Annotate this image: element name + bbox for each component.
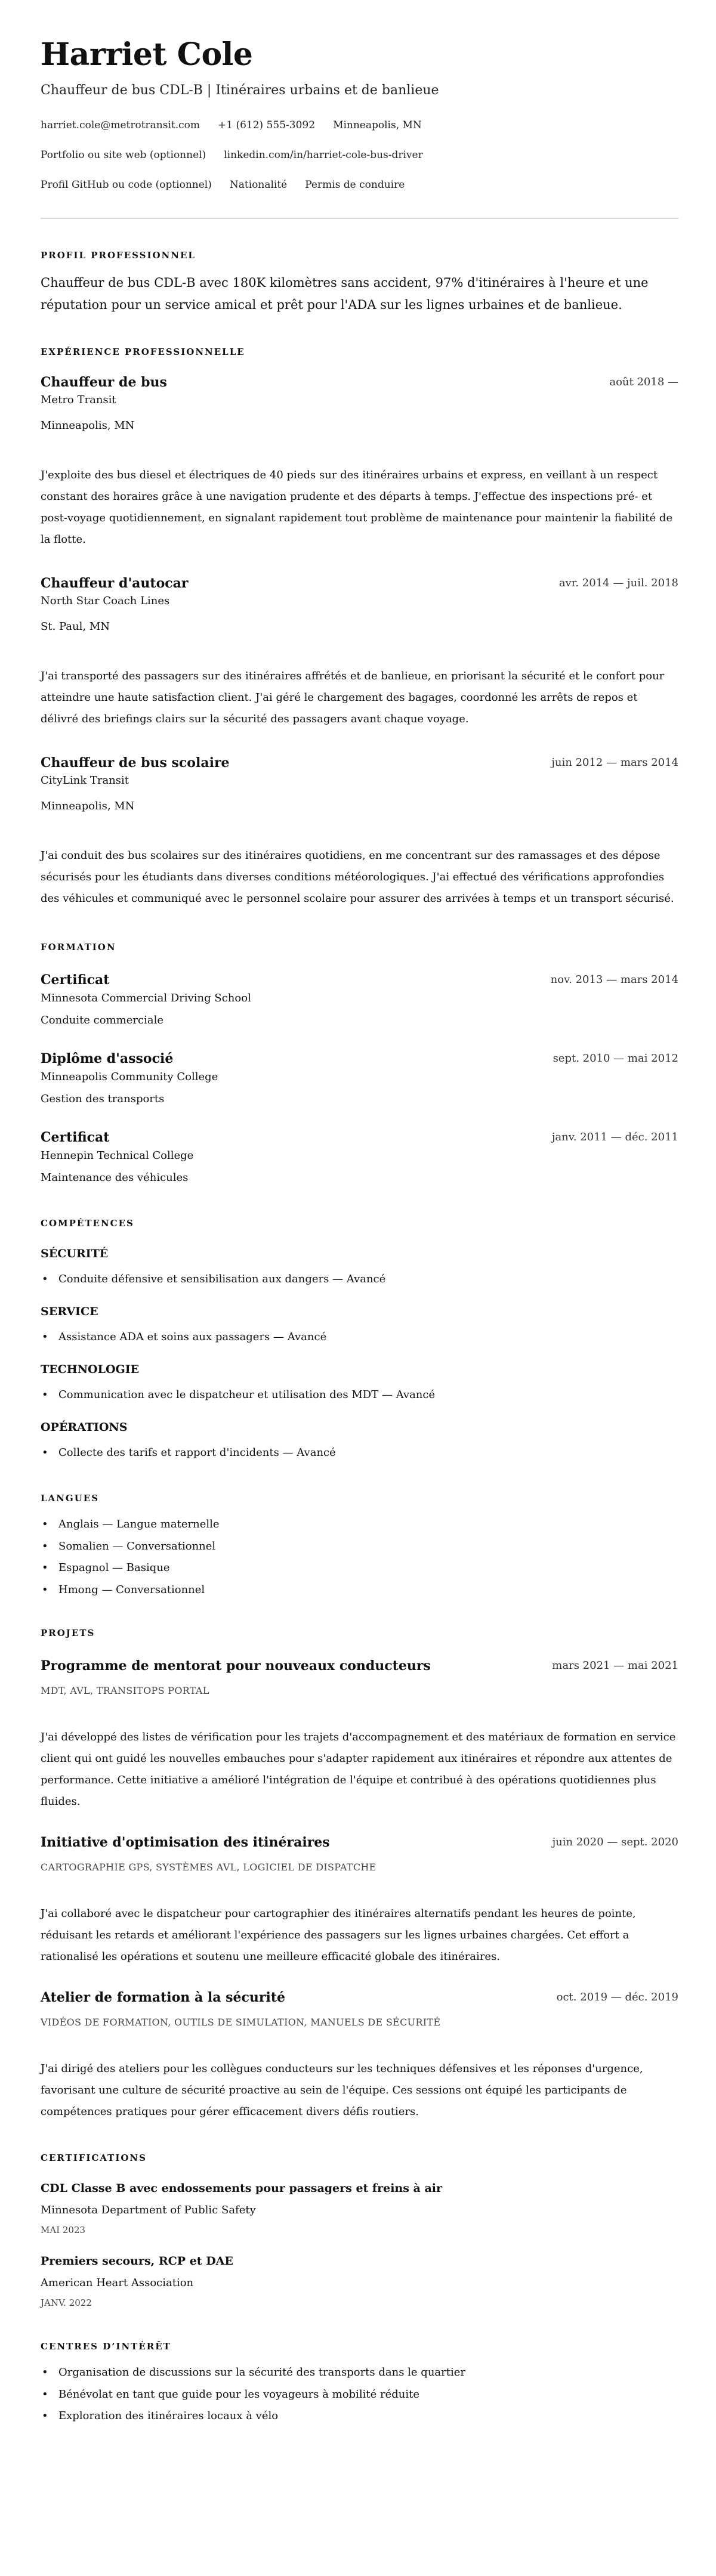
job-header (41, 574, 678, 592)
certifications-section (41, 2152, 678, 2309)
project-entry (41, 1657, 678, 1813)
resume-header (41, 36, 678, 219)
interests-section (41, 2340, 678, 2427)
field-of-study: Maintenance des véhicules (41, 1171, 189, 1184)
section-heading: CENTRES D’INTÉRÊT (41, 2341, 171, 2352)
job-entry (41, 373, 678, 551)
degree: Certificat (41, 972, 110, 988)
language-item: • Espagnol — Basique (41, 1557, 678, 1579)
job-company: CityLink Transit (41, 774, 129, 787)
project-technologies: MDT, AVL, TRANSITOPS PORTAL (41, 1685, 209, 1696)
language-item: • Hmong — Conversationnel (41, 1579, 678, 1601)
interests-list (41, 2362, 678, 2427)
contact-item: Nationalité (229, 179, 288, 191)
language-item: • Anglais — Langue maternelle (41, 1514, 678, 1536)
certification-name: CDL Classe B avec endossements pour passagers et freins à air (41, 2182, 443, 2195)
certification-name: Premiers secours, RCP et DAE (41, 2255, 233, 2268)
job-header (41, 754, 678, 772)
candidate-headline: Chauffeur de bus CDL-B | Itinéraires urbains et de banlieue (41, 83, 439, 98)
project-title: Programme de mentorat pour nouveaux conducteurs (41, 1658, 431, 1674)
skill-list (41, 1329, 678, 1345)
degree: Certificat (41, 1130, 110, 1145)
contact-item: Profil GitHub ou code (optionnel) (41, 179, 212, 191)
languages-section (41, 1492, 678, 1601)
project-description: J'ai collaboré avec le dispatcheur pour cartographier des itinéraires alternatifs pendant les heures de pointe, réduisant les retards et améliorant l'expérience des passagers sur les lignes urbaines chargées. Cet effort a rationalisé les opérations et soutenu une meilleure efficacité globale des itinéraires. (41, 1907, 636, 1963)
contact-row (41, 176, 678, 194)
certification-issuer: Minnesota Department of Public Safety (41, 2204, 256, 2216)
education-entry (41, 1050, 678, 1107)
skill-category: OPÉRATIONS (41, 1421, 128, 1434)
job-dates: août 2018 — (609, 376, 678, 388)
skill-item: • Communication avec le dispatcheur et utilisation des MDT — Avancé (41, 1387, 678, 1403)
job-dates: avr. 2014 — juil. 2018 (558, 577, 678, 589)
job-entry (41, 574, 678, 730)
contact-row (41, 146, 678, 164)
project-entry (41, 1989, 678, 2123)
project-dates: juin 2020 — sept. 2020 (552, 1836, 678, 1848)
project-header (41, 1989, 678, 2006)
project-dates: mars 2021 — mai 2021 (552, 1659, 678, 1672)
contact-item: linkedin.com/in/harriet-cole-bus-driver (224, 149, 423, 161)
interest-item: • Exploration des itinéraires locaux à vélo (41, 2405, 678, 2427)
job-location: Minneapolis, MN (41, 800, 135, 812)
skills-section (41, 1217, 678, 1461)
section-heading: PROJETS (41, 1628, 95, 1638)
skill-list (41, 1272, 678, 1287)
job-location: Minneapolis, MN (41, 419, 135, 432)
certification-entry (41, 2180, 678, 2237)
project-description: J'ai développé des listes de vérification pour les trajets d'accompagnement et des matériaux de formation en service client qui ont guidé les nouvelles embauches pour s'adapter rapidement aux itinéraires et répondre aux attentes de performance. Cette initiative a amélioré l'intégration de l'équipe et contribué à des opérations quotidiennes plus fluides. (41, 1731, 676, 1808)
project-entry (41, 1833, 678, 1968)
project-header (41, 1833, 678, 1851)
section-heading: COMPÉTENCES (41, 1218, 134, 1229)
education-header (41, 1050, 678, 1068)
education-section (41, 941, 678, 1186)
job-entry (41, 754, 678, 910)
skill-list (41, 1445, 678, 1461)
project-technologies: CARTOGRAPHIE GPS, SYSTÈMES AVL, LOGICIEL DE DISPATCHE (41, 1861, 376, 1873)
job-description: J'ai transporté des passagers sur des itinéraires affrétés et de banlieue, en priorisant la sécurité et le confort pour atteindre une haute satisfaction client. J'ai géré le chargement des bagages, coordonné les arrêts de repos et délivré des briefings clairs sur la sécurité des passagers avant chaque voyage. (41, 670, 665, 725)
summary-section (41, 249, 678, 316)
certification-date: MAI 2023 (41, 2225, 86, 2235)
project-header (41, 1657, 678, 1675)
contact-item: +1 (612) 555-3092 (218, 119, 316, 131)
job-title: Chauffeur de bus scolaire (41, 755, 230, 771)
languages-list (41, 1514, 678, 1601)
skill-item: • Collecte des tarifs et rapport d'incidents — Avancé (41, 1445, 678, 1461)
contact-info (41, 116, 678, 194)
institution: Minnesota Commercial Driving School (41, 992, 251, 1004)
job-company: North Star Coach Lines (41, 595, 170, 607)
contact-row (41, 116, 678, 134)
language-item: • Somalien — Conversationnel (41, 1536, 678, 1558)
section-heading: CERTIFICATIONS (41, 2153, 147, 2163)
job-description: J'ai conduit des bus scolaires sur des itinéraires quotidiens, en me concentrant sur des ramassages et des dépose sécurisés pour les étudiants dans diverses conditions météorologiques. J'ai effectué des vérifications approfondies des véhicules et communiqué avec le personnel scolaire pour assurer des arrivées à temps et un transport sécurisé. (41, 849, 674, 905)
institution: Minneapolis Community College (41, 1071, 218, 1083)
skill-category: SERVICE (41, 1305, 98, 1318)
summary-text: Chauffeur de bus CDL-B avec 180K kilomètres sans accident, 97% d'itinéraires à l'heure et une réputation pour un service amical et prêt pour l'ADA sur les lignes urbaines et de banlieue. (41, 276, 649, 312)
job-description: J'exploite des bus diesel et électriques de 40 pieds sur des itinéraires urbains et express, en veillant à un respect constant des horaires grâce à une navigation prudente et des départs à temps. J'effectue des inspections pré- et post-voyage quotidiennement, en signalant rapidement tout problème de maintenance pour maintenir la fiabilité de la flotte. (41, 469, 673, 546)
contact-item: Portfolio ou site web (optionnel) (41, 149, 206, 161)
certification-date: JANV. 2022 (41, 2297, 92, 2308)
job-dates: juin 2012 — mars 2014 (551, 756, 678, 769)
section-heading: LANGUES (41, 1493, 100, 1504)
job-company: Metro Transit (41, 394, 116, 406)
education-dates: sept. 2010 — mai 2012 (553, 1052, 678, 1065)
skill-list (41, 1387, 678, 1403)
job-title: Chauffeur de bus (41, 375, 167, 390)
job-location: St. Paul, MN (41, 620, 110, 633)
section-heading: FORMATION (41, 942, 116, 953)
section-heading: EXPÉRIENCE PROFESSIONNELLE (41, 347, 245, 357)
section-heading: PROFIL PROFESSIONNEL (41, 250, 196, 261)
field-of-study: Conduite commerciale (41, 1014, 163, 1026)
institution: Hennepin Technical College (41, 1149, 194, 1162)
certification-issuer: American Heart Association (41, 2277, 194, 2289)
experience-section (41, 346, 678, 910)
education-header (41, 1128, 678, 1146)
candidate-name: Harriet Cole (41, 36, 253, 73)
skill-item: • Conduite défensive et sensibilisation aux dangers — Avancé (41, 1272, 678, 1287)
project-description: J'ai dirigé des ateliers pour les collègues conducteurs sur les techniques défensives et les réponses d'urgence, favorisant une culture de sécurité proactive au sein de l'équipe. Ces sessions ont équipé les participants de compétences pratiques pour gérer efficacement divers défis routiers. (41, 2062, 643, 2118)
project-technologies: VIDÉOS DE FORMATION, OUTILS DE SIMULATION, MANUELS DE SÉCURITÉ (41, 2017, 441, 2028)
header-divider (41, 218, 678, 219)
projects-section (41, 1627, 678, 2123)
education-entry (41, 1128, 678, 1186)
education-header (41, 971, 678, 989)
contact-item: Permis de conduire (305, 179, 405, 191)
skill-category: TECHNOLOGIE (41, 1363, 140, 1376)
certification-entry (41, 2253, 678, 2309)
skill-category: SÉCURITÉ (41, 1247, 109, 1260)
education-entry (41, 971, 678, 1028)
interest-item: • Organisation de discussions sur la sécurité des transports dans le quartier (41, 2362, 678, 2384)
education-dates: janv. 2011 — déc. 2011 (551, 1131, 678, 1143)
project-dates: oct. 2019 — déc. 2019 (556, 1991, 678, 2003)
job-title: Chauffeur d'autocar (41, 576, 189, 591)
education-dates: nov. 2013 — mars 2014 (550, 973, 678, 986)
contact-item: Minneapolis, MN (333, 119, 422, 131)
degree: Diplôme d'associé (41, 1051, 174, 1066)
field-of-study: Gestion des transports (41, 1093, 165, 1105)
contact-item: harriet.cole@metrotransit.com (41, 119, 200, 131)
project-title: Atelier de formation à la sécurité (41, 1990, 286, 2005)
project-title: Initiative d'optimisation des itinéraires (41, 1835, 330, 1850)
job-header (41, 373, 678, 391)
interest-item: • Bénévolat en tant que guide pour les voyageurs à mobilité réduite (41, 2384, 678, 2406)
skill-item: • Assistance ADA et soins aux passagers — Avancé (41, 1329, 678, 1345)
